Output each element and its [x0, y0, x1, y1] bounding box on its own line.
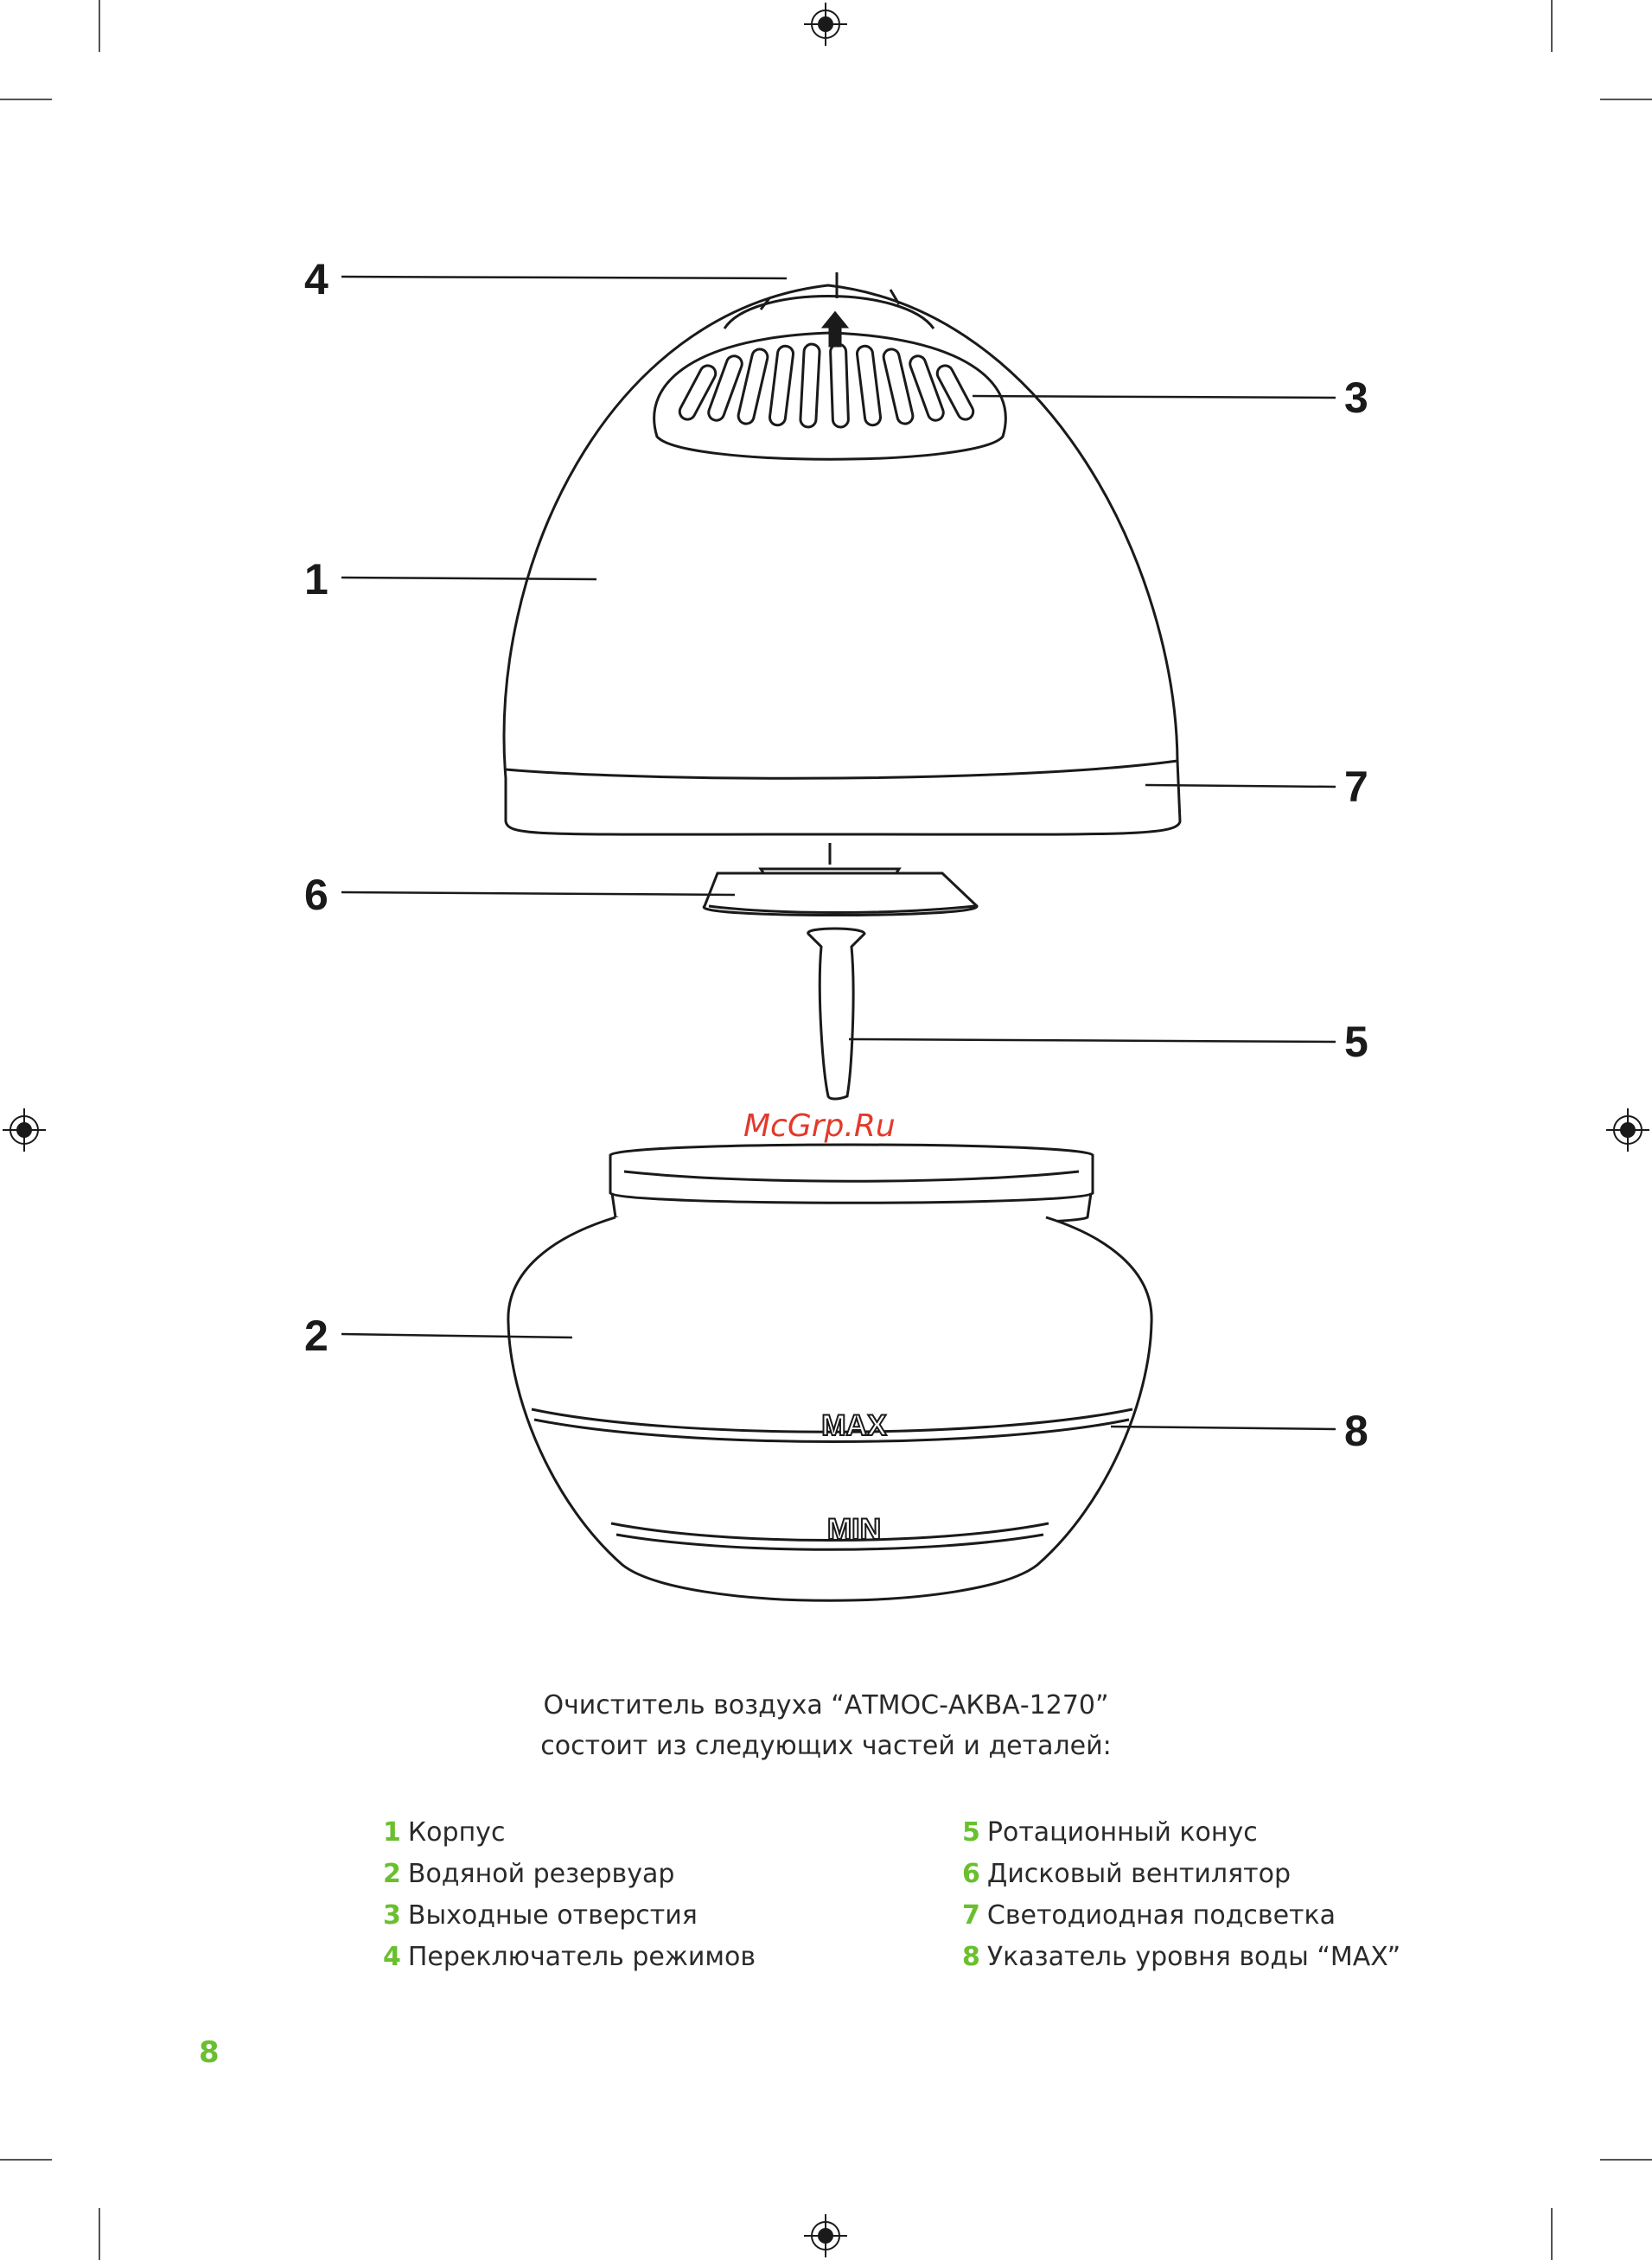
part-label: Переключатель режимов — [407, 1942, 756, 1972]
watermark: McGrp.Ru — [743, 1108, 896, 1144]
disc-fan — [704, 843, 977, 916]
part-label: Дисковый вентилятор — [986, 1859, 1291, 1889]
part-label: Ротационный конус — [986, 1817, 1258, 1848]
part-number: 1 — [383, 1817, 401, 1848]
callout-6: 6 — [304, 871, 328, 919]
callout-7: 7 — [1344, 763, 1368, 811]
rotary-cone — [808, 929, 864, 1099]
part-number: 6 — [962, 1859, 980, 1889]
part-number: 4 — [383, 1942, 401, 1972]
part-number: 3 — [383, 1900, 401, 1931]
callout-3: 3 — [1344, 373, 1368, 422]
registration-mark-bottom — [804, 2214, 847, 2257]
part-item-4 — [383, 1942, 756, 1972]
part-label: Корпус — [407, 1817, 506, 1848]
part-label: Светодиодная подсветка — [986, 1900, 1336, 1931]
registration-mark-left — [3, 1108, 46, 1152]
part-number: 8 — [962, 1942, 980, 1972]
part-item-5 — [962, 1817, 1258, 1848]
registration-mark-right — [1606, 1108, 1649, 1152]
min-level-label: MIN — [826, 1513, 882, 1546]
part-label: Водяной резервуар — [407, 1859, 675, 1889]
registration-mark-top — [804, 3, 847, 46]
part-number: 5 — [962, 1817, 980, 1848]
part-item-8 — [962, 1942, 1400, 1972]
max-level-label: MAX — [821, 1409, 887, 1442]
callout-5: 5 — [1344, 1018, 1368, 1066]
housing — [504, 272, 1180, 834]
callout-2: 2 — [304, 1312, 328, 1360]
part-item-7 — [962, 1900, 1336, 1931]
part-item-1 — [383, 1817, 505, 1848]
caption-line-2: состоит из следующих частей и деталей: — [540, 1731, 1112, 1761]
part-number: 2 — [383, 1859, 401, 1889]
part-item-3 — [383, 1900, 698, 1931]
caption-line-1: Очиститель воздуха “АТМОС-АКВА-1270” — [543, 1690, 1109, 1721]
callout-4: 4 — [304, 255, 328, 303]
part-number: 7 — [962, 1900, 980, 1931]
part-label: Указатель уровня воды “MAX” — [986, 1942, 1401, 1972]
part-item-6 — [962, 1859, 1291, 1889]
callout-1: 1 — [304, 555, 328, 603]
callout-8: 8 — [1344, 1407, 1368, 1455]
part-label: Выходные отверстия — [407, 1900, 698, 1931]
part-item-2 — [383, 1859, 674, 1889]
page-number: 8 — [199, 2035, 220, 2070]
